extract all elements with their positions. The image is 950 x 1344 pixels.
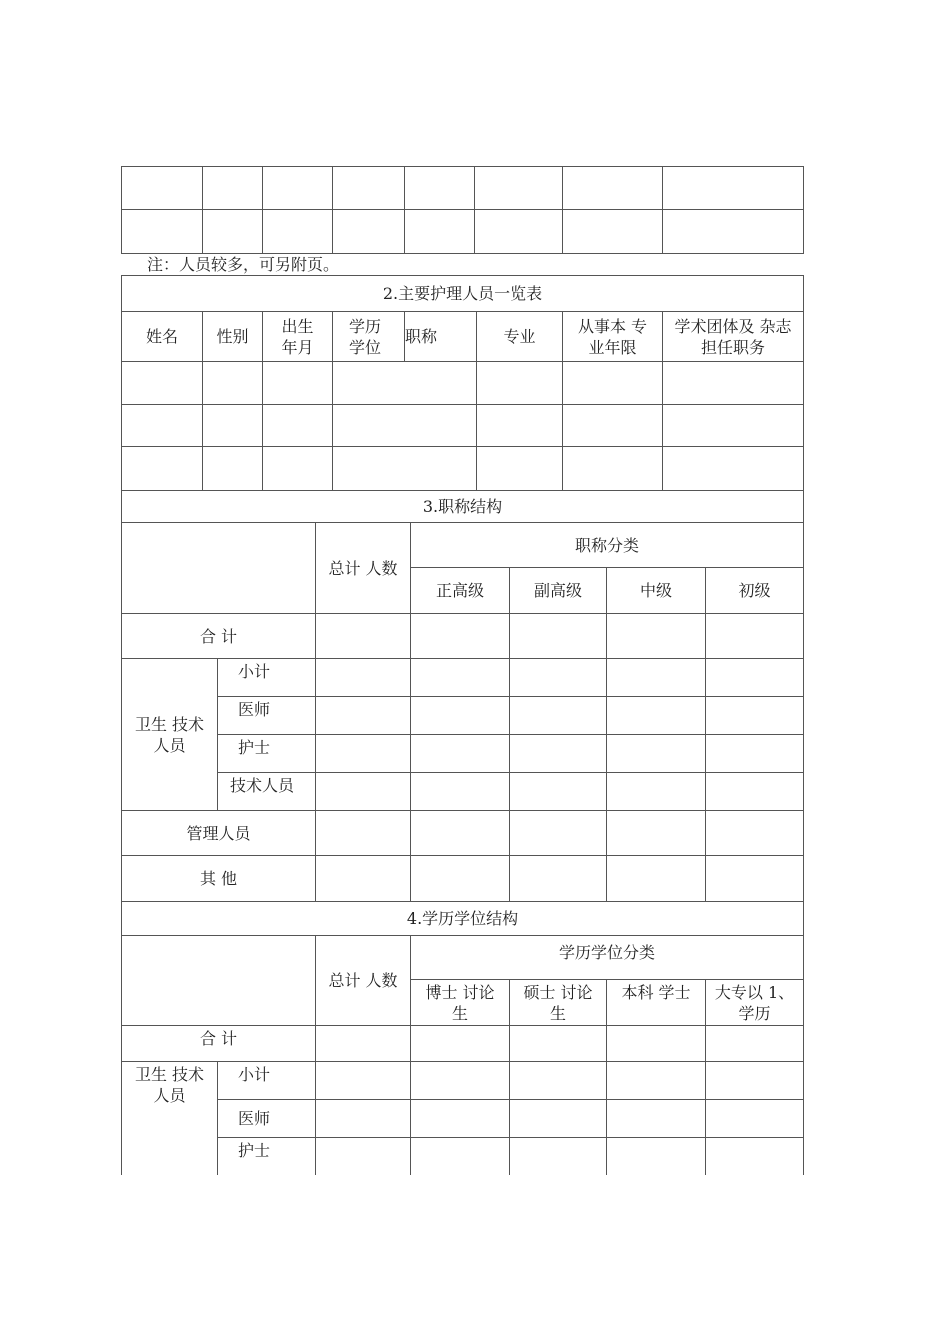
row-label-subtotal: 小计: [218, 1062, 316, 1100]
col-header-senior: 正高级: [411, 568, 510, 614]
section-title: 3.职称结构: [122, 491, 804, 523]
table-row: [122, 856, 804, 902]
col-header-doctorate: 博士 讨论 生: [411, 980, 510, 1026]
col-header-college: 大专以 1、 学历: [706, 980, 804, 1026]
table-row: [122, 1062, 804, 1100]
title-structure-table: [121, 490, 804, 902]
col-header-rank: 职称: [405, 312, 477, 362]
education-category-header: 学历学位分类: [411, 936, 804, 980]
table-row: [122, 735, 804, 773]
row-label-technician: 技术人员: [218, 773, 316, 811]
row-label-nurse: 护士: [218, 735, 316, 773]
col-header-intermediate: 中级: [607, 568, 706, 614]
section-title: 2.主要护理人员一览表: [122, 276, 804, 312]
col-header-years: 从事本 专 业年限: [563, 312, 663, 362]
table-row: [122, 210, 804, 254]
col-header-gender: 性别: [203, 312, 263, 362]
row-label-other: 其 他: [122, 856, 316, 902]
col-header-junior: 初级: [706, 568, 804, 614]
row-label-subtotal: 小计: [218, 659, 316, 697]
row-label-nurse: 护士: [218, 1138, 316, 1175]
education-structure-table: [121, 901, 804, 1175]
col-header-major: 专业: [477, 312, 563, 362]
col-header-duty: 学术团体及 杂志 担任职务: [663, 312, 804, 362]
section-title: 4.学历学位结构: [122, 902, 804, 936]
table-row: [122, 167, 804, 210]
total-count-header: 总计 人数: [316, 523, 411, 614]
title-category-header: 职称分类: [411, 523, 804, 568]
table-row: [122, 697, 804, 735]
row-label-management: 管理人员: [122, 811, 316, 856]
table-row: [122, 1100, 804, 1138]
col-header-master: 硕士 讨论 生: [510, 980, 607, 1026]
table-row: [122, 447, 804, 491]
col-header-bachelor: 本科 学士: [607, 980, 706, 1026]
table-row: [122, 811, 804, 856]
row-label-sum: 合 计: [122, 1026, 316, 1062]
row-label-doctor: 医师: [218, 697, 316, 735]
row-label-doctor: 医师: [218, 1100, 316, 1138]
table-row: [122, 362, 804, 405]
table-row: [122, 614, 804, 659]
col-header-associate: 副高级: [510, 568, 607, 614]
nursing-staff-table: [121, 275, 804, 491]
note-text: 注：人员较多，可另附页。: [147, 255, 340, 274]
blank-header-cell: [122, 936, 316, 1026]
col-header-birth: 出生 年月: [263, 312, 333, 362]
table-row: [122, 659, 804, 697]
table-row: [122, 405, 804, 447]
table-row: [122, 773, 804, 811]
row-label-sum: 合 计: [122, 614, 316, 659]
col-header-education: 学历 学位: [333, 312, 405, 362]
col-header-name: 姓名: [122, 312, 203, 362]
row-label-health-tech: 卫生 技术 人员: [122, 659, 218, 811]
header-row: [122, 312, 804, 362]
blank-header-cell: [122, 523, 316, 614]
staff-table-continued: [121, 166, 804, 254]
row-label-health-tech: 卫生 技术 人员: [122, 1062, 218, 1175]
total-count-header: 总计 人数: [316, 936, 411, 1026]
table-row: [122, 1138, 804, 1175]
table-row: [122, 1026, 804, 1062]
